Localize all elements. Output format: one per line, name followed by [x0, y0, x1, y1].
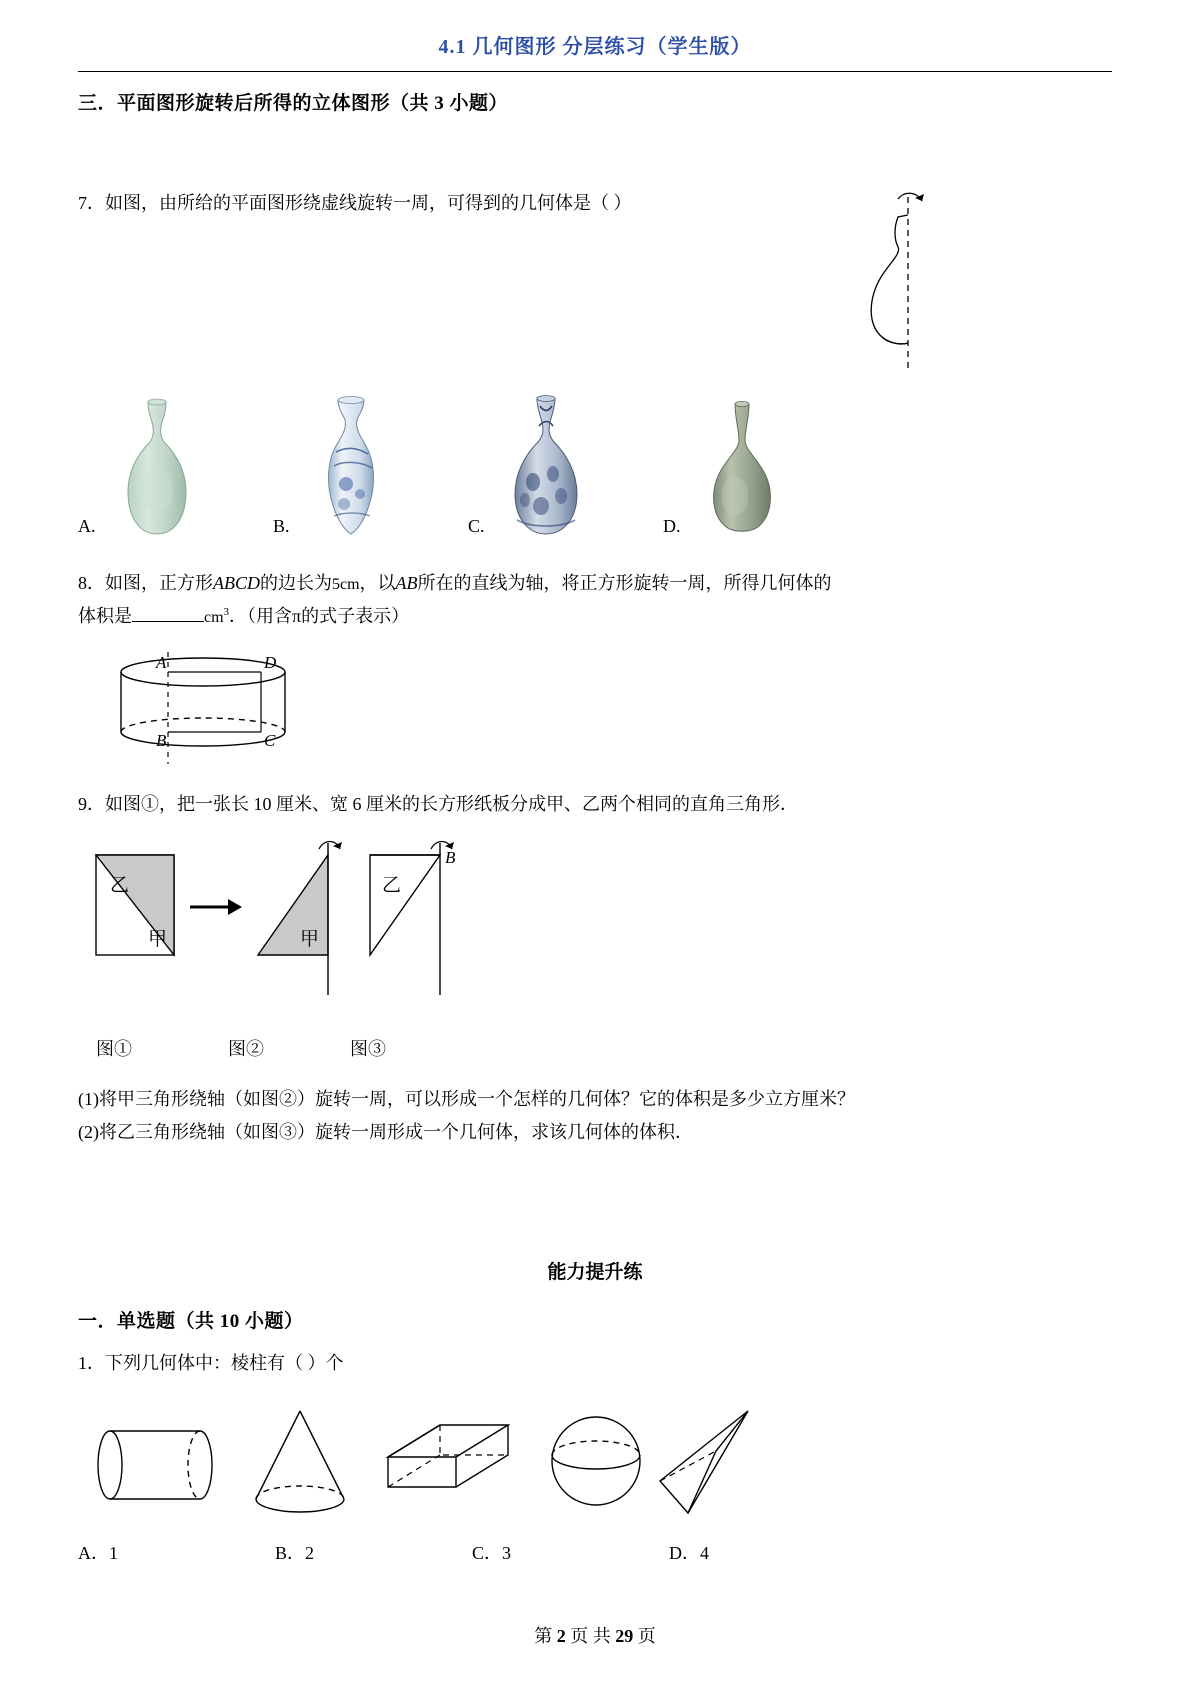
header-divider	[78, 71, 1112, 72]
footer-suffix: 页	[637, 1626, 656, 1646]
q8-length: 5cm	[332, 576, 360, 593]
question-7-block	[78, 187, 1112, 387]
answer-c[interactable]: C．3	[472, 1542, 512, 1563]
answer-d[interactable]: D．4	[669, 1542, 709, 1563]
question-9-captions	[88, 1035, 508, 1069]
answer-b[interactable]: B．2	[275, 1542, 315, 1563]
question-8-text-line2	[78, 600, 1112, 633]
caption-fig2: 图②	[228, 1038, 264, 1059]
caption-fig3: 图③	[350, 1038, 386, 1059]
ability-subsection-heading: 一．单选题（共 10 小题）	[78, 1311, 304, 1333]
question-9-text: 9．如图①，把一张长 10 厘米、宽 6 厘米的长方形纸板分成甲、乙两个相同的直角三角形．	[78, 793, 798, 814]
svg-text:C: C	[264, 730, 276, 750]
question-9-sub-2: (2)将乙三角形绕轴（如图③）旋转一周形成一个几何体，求该几何体的体积．	[78, 1122, 693, 1143]
question-9-figures-icon	[88, 835, 508, 1035]
question-9-sub-1: (1)将甲三角形绕轴（如图②）旋转一周，可以形成一个怎样的几何体？它的体积是多少立方厘米？	[78, 1088, 855, 1109]
page-title: 4.1 几何图形 分层练习（学生版）	[438, 36, 752, 58]
option-b[interactable]	[273, 396, 468, 541]
option-c[interactable]	[468, 396, 663, 541]
q8-unit: cm	[204, 609, 224, 627]
option-d[interactable]	[663, 396, 858, 541]
option-a-label: A.	[78, 516, 96, 536]
svg-text:乙: 乙	[382, 874, 402, 896]
option-b-label: B.	[273, 516, 290, 536]
cylinder-rotation-figure-icon	[98, 644, 398, 774]
svg-text:甲: 甲	[300, 928, 320, 950]
solids-figures	[88, 1395, 788, 1525]
cone-icon	[256, 1411, 344, 1512]
q8-pi: π	[292, 606, 302, 627]
cuboid-icon	[388, 1425, 508, 1487]
svg-text:B: B	[445, 847, 456, 867]
answer-blank[interactable]	[132, 606, 204, 622]
question-7-options	[78, 391, 1112, 541]
q8-part2: 的边长为	[260, 573, 332, 593]
svg-text:A: A	[156, 652, 167, 672]
question-7-text: 7．如图，由所给的平面图形绕虚线旋转一周，可得到的几何体是（ ）	[78, 193, 632, 213]
vase-blue-floral-icon	[491, 396, 601, 541]
q8-abcd: ABCD	[213, 573, 260, 593]
q8-part4: 所在的直线为轴，将正方形旋转一周，所得几何体的	[417, 573, 832, 593]
page-footer	[0, 1622, 1190, 1648]
ability-question-1-answers	[78, 1539, 1112, 1565]
footer-prefix: 第	[534, 1626, 553, 1646]
svg-text:甲: 甲	[148, 928, 168, 950]
vase-celadon-icon	[102, 396, 212, 541]
vase-green-pear-icon	[687, 396, 797, 541]
vase-blue-white-icon	[296, 396, 406, 541]
q8-line2-a: 体积是	[78, 606, 132, 627]
q8-part1: 8．如图，正方形	[78, 573, 213, 593]
footer-page-number: 2	[556, 1626, 566, 1646]
q8-part3: ，以	[359, 573, 396, 593]
ability-question-1-text: 1．下列几何体中：棱柱有（ ）个	[78, 1353, 344, 1374]
option-a[interactable]	[78, 396, 273, 541]
svg-text:B: B	[156, 730, 167, 750]
answer-a[interactable]: A．1	[78, 1542, 118, 1563]
ability-section-title: 能力提升练	[547, 1262, 643, 1284]
q8-unit-sup: 3	[223, 606, 230, 619]
svg-text:D: D	[264, 652, 277, 672]
section-heading: 三．平面图形旋转后所得的立体图形（共 3 小题）	[78, 93, 509, 114]
q8-ab: AB	[395, 573, 418, 593]
triangular-prism-icon	[660, 1411, 748, 1513]
footer-middle: 页 共	[570, 1626, 611, 1646]
caption-fig1: 图①	[96, 1038, 132, 1059]
cylinder-icon	[98, 1431, 212, 1499]
sphere-icon	[552, 1417, 640, 1505]
option-d-label: D.	[663, 516, 681, 536]
rotation-figure-icon	[798, 187, 938, 377]
footer-total-pages: 29	[615, 1626, 634, 1646]
question-8-text	[78, 567, 1112, 600]
q8-line2-c: 的式子表示）	[301, 606, 410, 627]
q8-line2-b: ．（用含	[229, 606, 293, 627]
svg-text:乙: 乙	[110, 874, 130, 896]
option-c-label: C.	[468, 516, 485, 536]
